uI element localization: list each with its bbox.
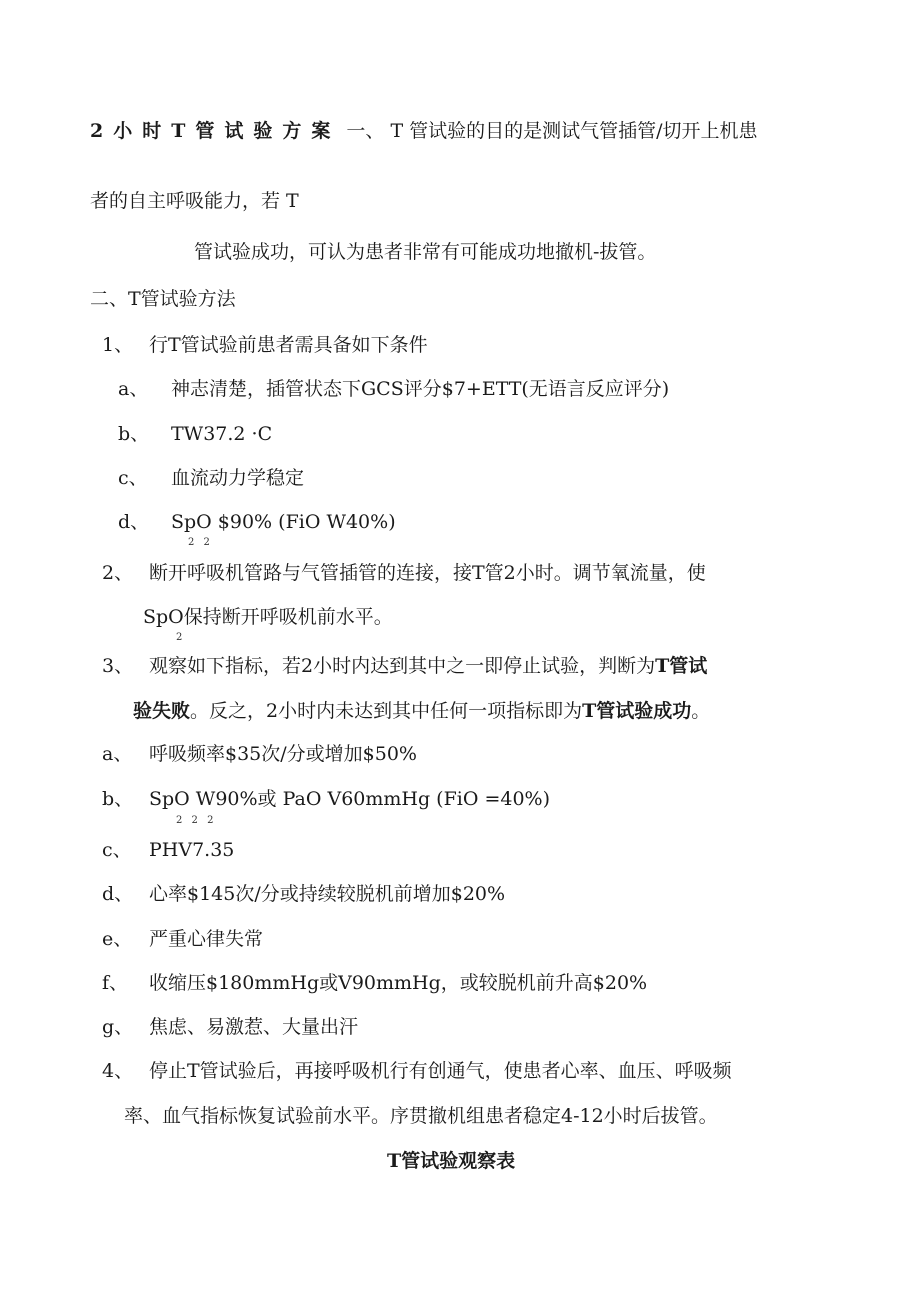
observation-table-title: T管试验观察表 bbox=[387, 1150, 516, 1172]
title-line-3: 管试验成功，可认为患者非常有可能成功地撤机-拔管。 bbox=[194, 241, 657, 263]
step-3 bbox=[102, 657, 707, 676]
step-text: 。 bbox=[691, 700, 711, 722]
condition-item bbox=[118, 469, 304, 488]
item-text: 严重心律失常 bbox=[149, 928, 264, 950]
item-label: a、 bbox=[118, 378, 149, 400]
indicator-item bbox=[102, 841, 234, 860]
step-1 bbox=[102, 336, 428, 355]
step-number: 2、 bbox=[102, 562, 134, 584]
step-3-continuation bbox=[133, 702, 710, 721]
title-line-1 bbox=[90, 122, 758, 141]
step-text: 。反之，2小时内未达到其中任何一项指标即为 bbox=[190, 700, 583, 722]
item-label: a、 bbox=[102, 743, 133, 765]
item-text: 焦虑、易激惹、大量出汗 bbox=[149, 1016, 359, 1038]
step-4 bbox=[102, 1062, 732, 1081]
indicator-item bbox=[102, 1018, 358, 1037]
item-label: f、 bbox=[102, 972, 129, 994]
step-2-continuation: SpO保持断开呼吸机前水平。 bbox=[143, 606, 393, 628]
indicator-item bbox=[102, 885, 505, 904]
result-failure: 验失败 bbox=[133, 700, 191, 722]
step-number: 4、 bbox=[102, 1060, 134, 1082]
step-text: 停止T管试验后，再接呼吸机行有创通气，使患者心率、血压、呼吸频 bbox=[149, 1060, 732, 1082]
indicator-item bbox=[102, 974, 647, 993]
step-2 bbox=[102, 564, 706, 583]
result-success: T管试验成功 bbox=[582, 700, 692, 722]
item-text: 血流动力学稳定 bbox=[171, 467, 305, 489]
condition-item bbox=[118, 380, 669, 399]
item-label: c、 bbox=[118, 467, 148, 489]
subscript: 2 2 bbox=[188, 537, 213, 548]
document-title: 2小时T管试验方案 bbox=[90, 120, 341, 142]
item-text: PHV7.35 bbox=[149, 839, 235, 861]
indicator-item bbox=[102, 745, 417, 764]
indicator-item bbox=[102, 930, 263, 949]
subscript: 2 bbox=[176, 632, 186, 643]
step-4-continuation: 率、血气指标恢复试验前水平。序贯撤机组患者稳定4-12小时后拔管。 bbox=[124, 1105, 718, 1127]
item-text: SpO W90%或 PaO V60mmHg (FiO =40%) bbox=[149, 788, 551, 810]
condition-item bbox=[118, 513, 396, 532]
item-label: c、 bbox=[102, 839, 132, 861]
item-text: 呼吸频率$35次/分或增加$50% bbox=[149, 743, 417, 765]
item-label: g、 bbox=[102, 1016, 134, 1038]
condition-item bbox=[118, 425, 272, 444]
purpose-text: 一、 T 管试验的目的是测试气管插管/切开上机患 bbox=[346, 120, 758, 142]
item-label: d、 bbox=[118, 511, 150, 533]
item-label: d、 bbox=[102, 883, 134, 905]
subscript: 2 2 2 bbox=[176, 815, 217, 826]
step-number: 3、 bbox=[102, 655, 134, 677]
item-text: TW37.2 ·C bbox=[171, 423, 273, 445]
item-text: 收缩压$180mmHg或V90mmHg，或较脱机前升高$20% bbox=[149, 972, 648, 994]
item-text: 神志清楚，插管状态下GCS评分$7+ETT(无语言反应评分) bbox=[171, 378, 670, 400]
item-label: b、 bbox=[118, 423, 150, 445]
item-text: SpO $90% (FiO W40%) bbox=[171, 511, 396, 533]
step-text: 行T管试验前患者需具备如下条件 bbox=[149, 334, 428, 356]
indicator-item bbox=[102, 790, 550, 809]
item-text: 心率$145次/分或持续较脱机前增加$20% bbox=[149, 883, 506, 905]
step-text: 断开呼吸机管路与气管插管的连接，接T管2小时。调节氧流量，使 bbox=[149, 562, 706, 584]
item-label: b、 bbox=[102, 788, 134, 810]
step-text: 观察如下指标，若2小时内达到其中之一即停止试验，判断为 bbox=[149, 655, 656, 677]
step-text-bold: T管试 bbox=[655, 655, 708, 677]
step-number: 1、 bbox=[102, 334, 134, 356]
item-label: e、 bbox=[102, 928, 133, 950]
title-line-2: 者的自主呼吸能力，若 T bbox=[90, 190, 299, 212]
section-heading: 二、T管试验方法 bbox=[90, 288, 236, 310]
